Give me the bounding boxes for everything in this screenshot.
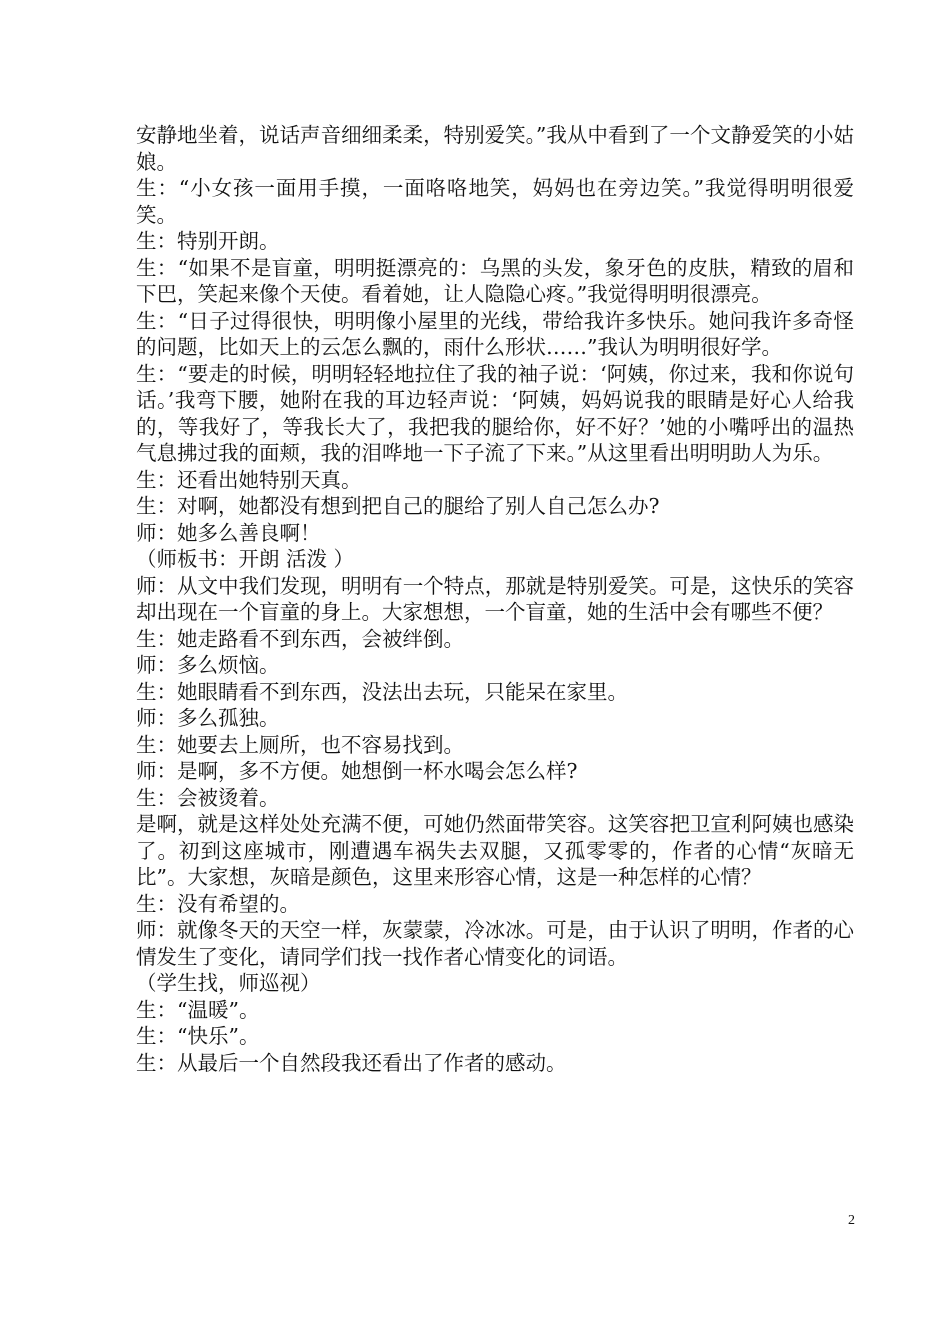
paragraph: 生：没有希望的。 bbox=[136, 891, 300, 916]
paragraph: 生：从最后一个自然段我还看出了作者的感动。 bbox=[136, 1050, 567, 1075]
paragraph: 生：她走路看不到东西，会被绊倒。 bbox=[136, 626, 464, 651]
paragraph: 生：还看出她特别天真。 bbox=[136, 467, 362, 492]
paragraph: 安静地坐着，说话声音细细柔柔，特别爱笑。”我从中看到了一个文静爱笑的小姑娘。 bbox=[136, 123, 854, 174]
paragraph: 师：她多么善良啊！ bbox=[136, 520, 321, 545]
paragraph: 是啊，就是这样处处充满不便，可她仍然面带笑容。这笑容把卫宣利阿姨也感染了。初到这座城市，刚遭遇车祸失去双腿，又孤零零的，作者的心情“灰暗无比”。大家想，灰暗是颜色，这里来形容心情，这是一种怎样的心情？ bbox=[136, 812, 854, 889]
paragraph: 生：“如果不是盲童，明明挺漂亮的：乌黑的头发，象牙色的皮肤，精致的眉和下巴，笑起来像个天使。看着她，让人隐隐心疼。”我觉得明明很漂亮。 bbox=[136, 255, 854, 306]
paragraph: 生：她眼睛看不到东西，没法出去玩，只能呆在家里。 bbox=[136, 679, 628, 704]
paragraph: 生：“快乐”。 bbox=[136, 1024, 260, 1048]
paragraph: （学生找，师巡视） bbox=[136, 971, 321, 995]
paragraph: 生：她要去上厕所，也不容易找到。 bbox=[136, 732, 464, 757]
page-number: 2 bbox=[848, 1213, 855, 1228]
paragraph: 生：“温暖”。 bbox=[136, 997, 260, 1022]
paragraph: 师：多么孤独。 bbox=[136, 706, 280, 730]
paragraph: （师板书：开朗 活泼 ） bbox=[136, 547, 355, 571]
paragraph: 师：从文中我们发现，明明有一个特点，那就是特别爱笑。可是，这快乐的笑容却出现在一个盲童的身上。大家想想，一个盲童，她的生活中会有哪些不便？ bbox=[136, 573, 854, 624]
paragraph: 师：多么烦恼。 bbox=[136, 653, 280, 677]
paragraph: 生：特别开朗。 bbox=[136, 229, 280, 253]
paragraph: 师：是啊，多不方便。她想倒一杯水喝会怎么样? bbox=[136, 759, 578, 783]
paragraph: 生：“要走的时候，明明轻轻地拉住了我的袖子说：‘阿姨，你过来，我和你说句话。’我弯下腰，她附在我的耳边轻声说：‘阿姨，妈妈说我的眼睛是好心人给我的，等我好了，等我长大了，我把我的腿给你，好不好？’她的小嘴呼出的温热气息拂过我的面颊，我的泪哗地一下子流了下来。”从这里看出明明助人为乐。 bbox=[136, 361, 854, 465]
paragraph: 师：就像冬天的天空一样，灰蒙蒙，冷冰冰。可是，由于认识了明明，作者的心情发生了变化，请同学们找一找作者心情变化的词语。 bbox=[136, 918, 854, 969]
paragraph: 生：“小女孩一面用手摸，一面咯咯地笑，妈妈也在旁边笑。”我觉得明明很爱笑。 bbox=[136, 176, 854, 227]
paragraph: 生：“日子过得很快，明明像小屋里的光线，带给我许多快乐。她问我许多奇怪的问题，比如天上的云怎么飘的，雨什么形状……”我认为明明很好学。 bbox=[136, 308, 854, 359]
paragraph: 生：会被烫着。 bbox=[136, 785, 280, 810]
paragraph: 生：对啊，她都没有想到把自己的腿给了别人自己怎么办? bbox=[136, 494, 660, 518]
page-content bbox=[136, 122, 854, 1076]
